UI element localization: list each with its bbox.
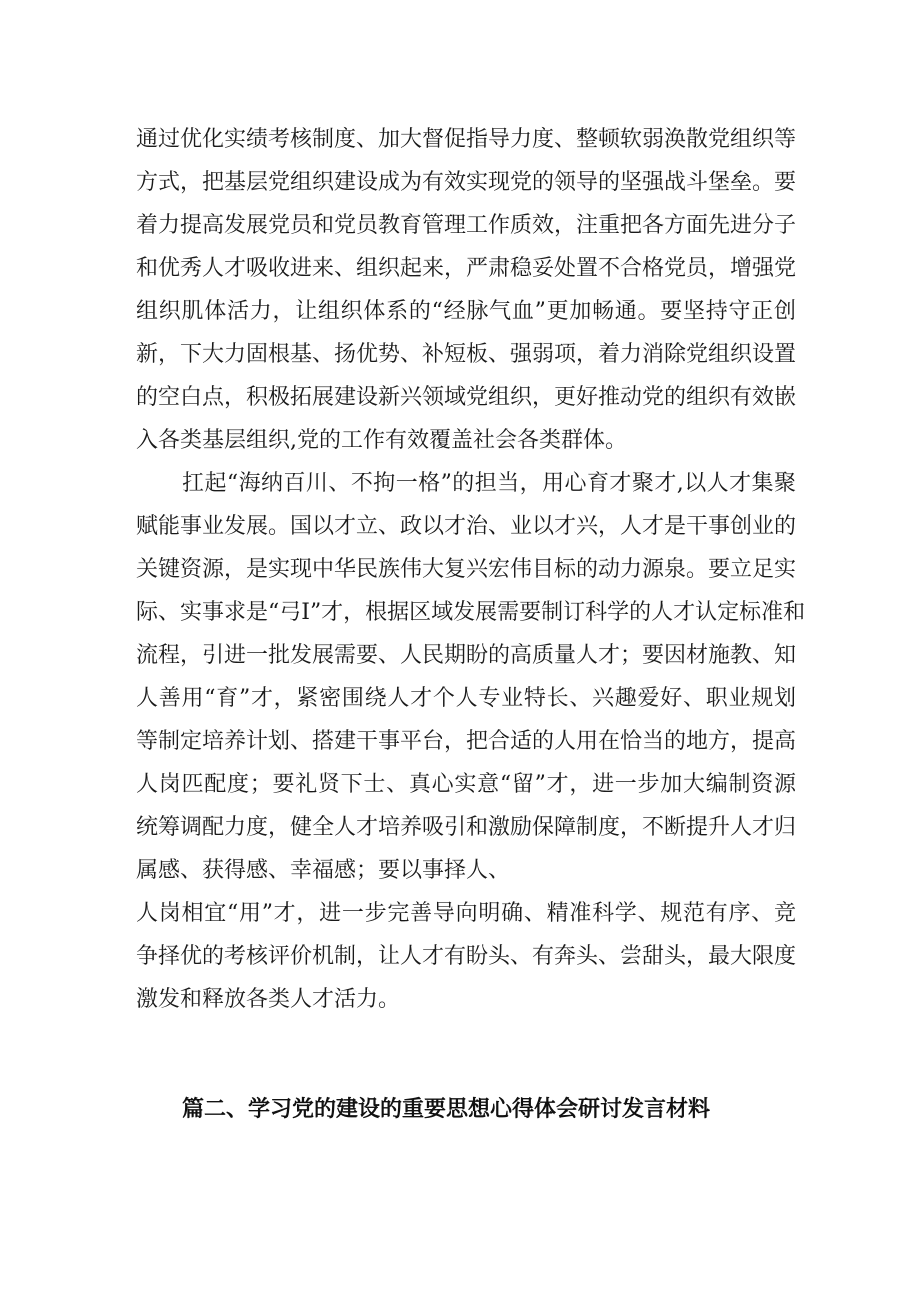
paragraph-line: 统筹调配力度，健全人才培养吸引和激励保障制度，不断提升人才归 xyxy=(136,815,797,840)
paragraph-line: 方式，把基层党组织建设成为有效实现党的领导的坚强战斗堡垒。要 xyxy=(136,170,797,195)
paragraph-line: 属感、获得感、幸福感；要以事择人、 xyxy=(136,858,511,883)
paragraph-line: 人岗匹配度；要礼贤下士、真心实意“留”才，进一步加大编制资源 xyxy=(136,772,796,797)
paragraph-line: 的空白点，积极拓展建设新兴领域党组织，更好推动党的组织有效嵌 xyxy=(136,385,797,410)
paragraph-line: 和优秀人才吸收进来、组织起来，严肃稳妥处置不合格党员，增强党 xyxy=(136,256,797,281)
paragraph-line: 入各类基层组织,党的工作有效覆盖社会各类群体。 xyxy=(136,428,627,453)
paragraph-line: 流程，引进一批发展需要、人民期盼的高质量人才；要因材施教、知 xyxy=(136,643,797,668)
paragraph-line: 通过优化实绩考核制度、加大督促指导力度、整顿软弱涣散党组织等 xyxy=(136,127,797,152)
paragraph-line: 等制定培养计划、搭建干事平台，把合适的人用在恰当的地方，提高 xyxy=(136,729,797,754)
paragraph-line: 际、实事求是“弓I”才，根据区域发展需要制订科学的人才认定标准和 xyxy=(136,600,806,625)
paragraph-line: 组织肌体活力，让组织体系的“经脉气血”更加畅通。要坚持守正创 xyxy=(136,299,796,324)
paragraph-line: 激发和释放各类人才活力。 xyxy=(136,987,401,1012)
paragraph-line: 赋能事业发展。国以才立、政以才治、业以才兴，人才是干事创业的 xyxy=(136,514,797,539)
section-heading: 篇二、学习党的建设的重要思想心得体会研讨发言材料 xyxy=(182,1097,711,1122)
paragraph-line: 关键资源，是实现中华民族伟大复兴宏伟目标的动力源泉。要立足实 xyxy=(136,557,797,582)
paragraph-line: 人岗相宜“用”才，进一步完善导向明确、精准科学、规范有序、竞 xyxy=(136,901,796,926)
paragraph-line: 扛起“海纳百川、不拘一格”的担当，用心育才聚才,以人才集聚 xyxy=(182,471,796,496)
paragraph-line: 新，下大力固根基、扬优势、补短板、强弱项，着力消除党组织设置 xyxy=(136,342,797,367)
paragraph-line: 争择优的考核评价机制，让人才有盼头、有奔头、尝甜头，最大限度 xyxy=(136,944,797,969)
paragraph-line: 着力提高发展党员和党员教育管理工作质效，注重把各方面先进分子 xyxy=(136,213,797,238)
paragraph-line: 人善用“育”才，紧密围绕人才个人专业特长、兴趣爱好、职业规划 xyxy=(136,686,796,711)
